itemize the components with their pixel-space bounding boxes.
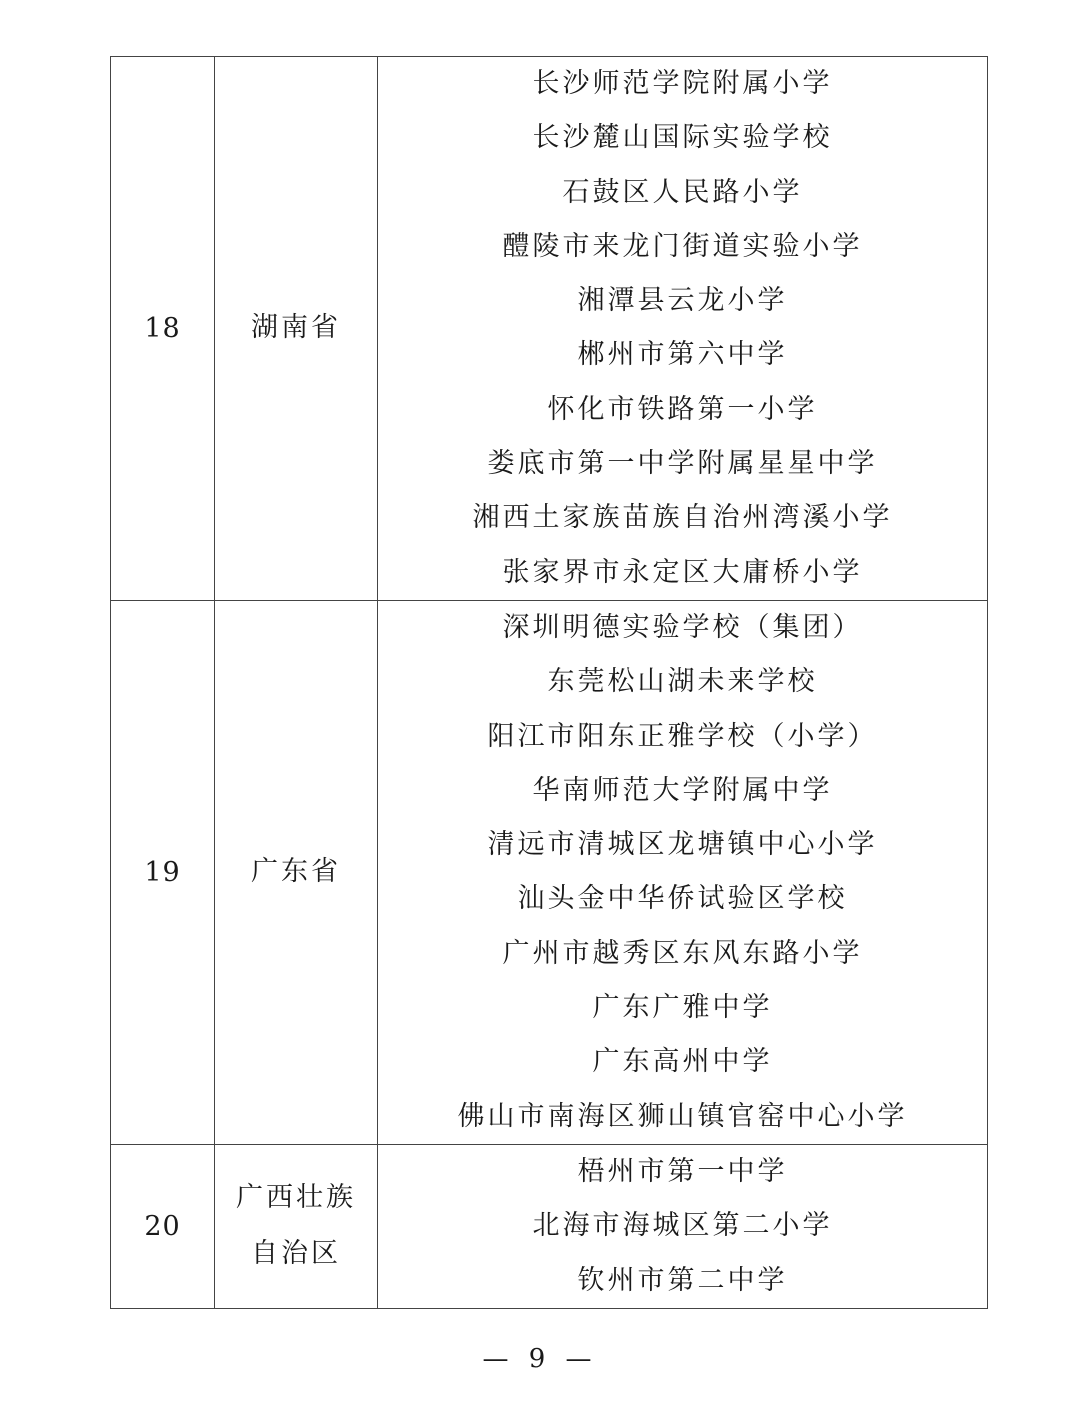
school-name: 湘潭县云龙小学 — [577, 285, 788, 317]
school-name: 广东高州中学 — [592, 1046, 773, 1078]
province-name: 广西壮族 — [236, 1182, 356, 1214]
school-name: 梧州市第一中学 — [577, 1155, 788, 1187]
school-name: 汕头金中华侨试验区学校 — [517, 883, 848, 915]
school-name: 醴陵市来龙门街道实验小学 — [502, 230, 863, 262]
school-name: 湘西土家族苗族自治州湾溪小学 — [472, 502, 893, 534]
row-number-cell: 20 — [111, 1144, 215, 1308]
table-body — [111, 57, 988, 1309]
school-name: 广东广雅中学 — [592, 992, 773, 1024]
province-name: 广东省 — [251, 856, 341, 888]
table-row — [111, 1144, 988, 1308]
school-name: 深圳明德实验学校（集团） — [502, 611, 863, 643]
schools-cell — [378, 57, 988, 601]
page-number: — 9 — — [482, 1344, 598, 1374]
school-name: 郴州市第六中学 — [577, 339, 788, 371]
school-name: 怀化市铁路第一小学 — [547, 393, 818, 425]
schools-cell — [378, 600, 988, 1144]
table-row — [111, 600, 988, 1144]
school-name: 清远市清城区龙塘镇中心小学 — [487, 829, 878, 861]
schools-cell — [378, 1144, 988, 1308]
province-name: 湖南省 — [251, 312, 341, 344]
province-cell — [215, 57, 378, 601]
school-name: 广州市越秀区东风东路小学 — [502, 937, 863, 969]
school-name: 钦州市第二中学 — [577, 1264, 788, 1296]
school-list-table — [110, 56, 988, 1309]
province-cell — [215, 1144, 378, 1308]
school-name: 石鼓区人民路小学 — [562, 176, 803, 208]
table-row — [111, 57, 988, 601]
school-name: 佛山市南海区狮山镇官窑中心小学 — [457, 1100, 908, 1132]
row-number-cell: 19 — [111, 600, 215, 1144]
school-name: 娄底市第一中学附属星星中学 — [487, 448, 878, 480]
school-name: 张家界市永定区大庸桥小学 — [502, 556, 863, 588]
school-name: 阳江市阳东正雅学校（小学） — [487, 720, 878, 752]
school-name: 长沙师范学院附属小学 — [532, 68, 833, 99]
school-name: 长沙麓山国际实验学校 — [532, 122, 833, 154]
school-name: 东莞松山湖未来学校 — [547, 666, 818, 698]
province-name: 自治区 — [251, 1238, 341, 1270]
row-number-cell: 18 — [111, 57, 215, 601]
school-name: 北海市海城区第二小学 — [532, 1210, 833, 1242]
school-name: 华南师范大学附属中学 — [532, 774, 833, 806]
province-cell — [215, 600, 378, 1144]
